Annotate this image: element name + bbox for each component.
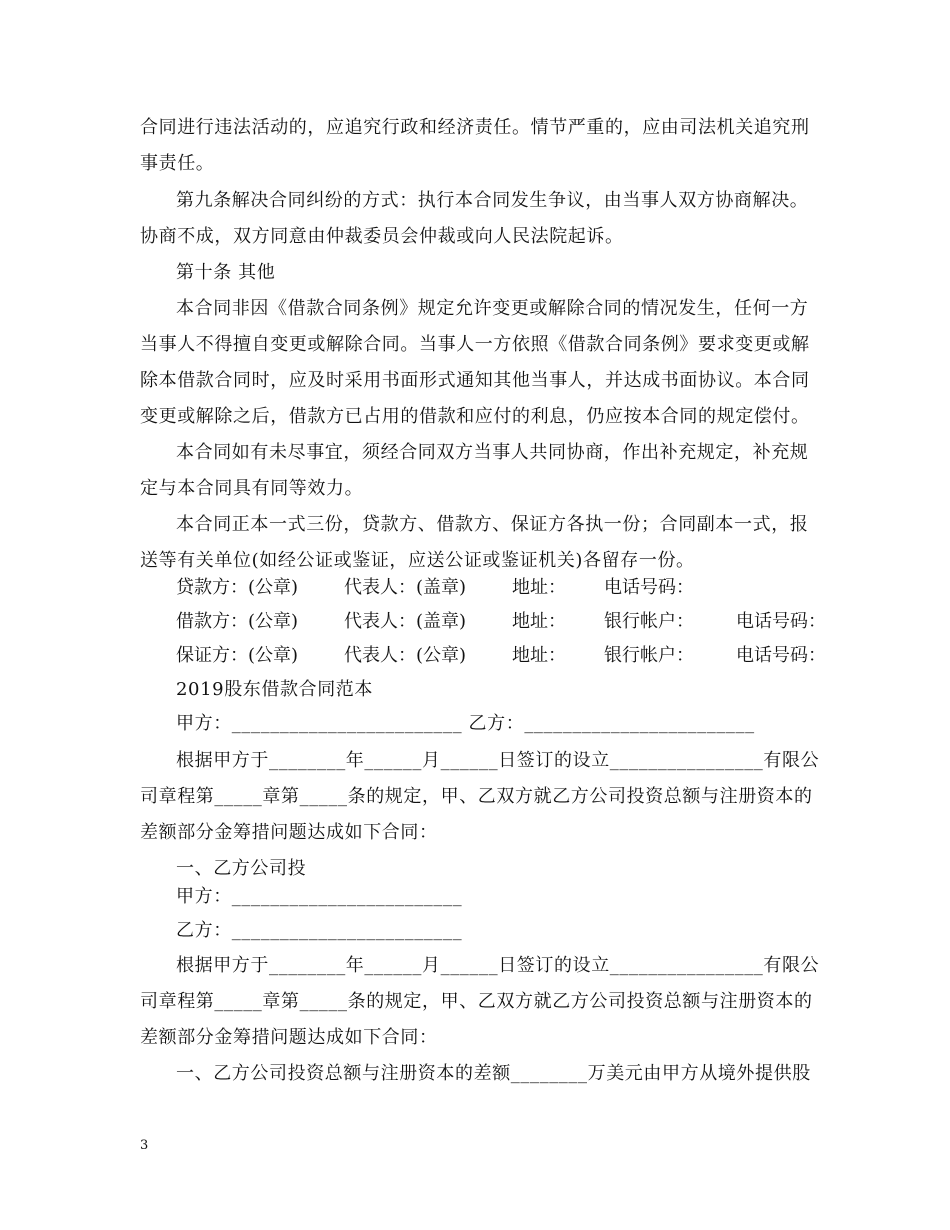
paragraph-line: 除本借款合同时，应及时采用书面形式通知其他当事人，并达成书面协议。本合同 (140, 370, 810, 391)
paragraph-line: 事责任。 (140, 153, 215, 174)
phone-label: 电话号码： (604, 577, 694, 598)
paragraph-line: 司章程第_____章第_____条的规定，甲、乙双方就乙方公司投资总额与注册资本的 (140, 991, 813, 1012)
representative-seal: 代表人：(盖章) (344, 611, 467, 632)
paragraph-line: 司章程第_____章第_____条的规定，甲、乙双方就乙方公司投资总额与注册资本的 (140, 786, 813, 807)
representative-seal: 代表人：(公章) (344, 645, 467, 666)
section-heading: 第十条 其他 (176, 262, 276, 283)
paragraph-line: 送等有关单位(如经公证或鉴证，应送公证或鉴证机关)各留存一份。 (140, 550, 695, 571)
paragraph-line: 根据甲方于________年______月______日签订的设立________________有限公 (176, 955, 820, 976)
page-number: 3 (140, 1138, 149, 1153)
paragraph-line: 差额部分金筹措问题达成如下合同： (140, 822, 438, 843)
paragraph-line: 根据甲方于________年______月______日签订的设立________________有限公 (176, 750, 820, 771)
party-a-line: 甲方：________________________ (176, 886, 463, 907)
paragraph-line: 定与本合同具有同等效力。 (140, 478, 364, 499)
parties-line: 甲方：________________________ 乙方：________________________ (176, 713, 755, 734)
party-seal: 保证方：(公章) (176, 645, 299, 666)
paragraph-line: 合同进行违法活动的，应追究行政和经济责任。情节严重的，应由司法机关追究刑 (140, 117, 810, 138)
paragraph-line: 当事人不得擅自变更或解除合同。当事人一方依照《借款合同条例》要求变更或解 (140, 334, 810, 355)
phone-label: 电话号码： (736, 645, 826, 666)
paragraph-line: 协商不成，双方同意由仲裁委员会仲裁或向人民法院起诉。 (140, 226, 624, 247)
paragraph-line: 差额部分金筹措问题达成如下合同： (140, 1027, 438, 1048)
paragraph-line: 本合同如有未尽事宜，须经合同双方当事人共同协商，作出补充规定，补充规 (176, 442, 809, 463)
bank-account-label: 银行帐户： (604, 645, 694, 666)
party-seal: 借款方：(公章) (176, 611, 299, 632)
party-b-line: 乙方：________________________ (176, 920, 463, 941)
section-heading: 一、乙方公司投 (176, 858, 307, 879)
phone-label: 电话号码： (736, 611, 826, 632)
document-title: 2019股东借款合同范本 (176, 679, 374, 700)
paragraph-line: 变更或解除之后，借款方已占用的借款和应付的利息，仍应按本合同的规定偿付。 (140, 406, 810, 427)
paragraph-line: 一、乙方公司投资总额与注册资本的差额________万美元由甲方从境外提供股 (176, 1063, 811, 1084)
paragraph-line: 本合同非因《借款合同条例》规定允许变更或解除合同的情况发生，任何一方 (176, 298, 809, 319)
representative-seal: 代表人：(盖章) (344, 577, 467, 598)
address-label: 地址： (512, 645, 566, 666)
paragraph-line: 第九条解决合同纠纷的方式：执行本合同发生争议，由当事人双方协商解决。 (176, 190, 809, 211)
bank-account-label: 银行帐户： (604, 611, 694, 632)
paragraph-line: 本合同正本一式三份，贷款方、借款方、保证方各执一份；合同副本一式，报 (176, 514, 809, 535)
party-seal: 贷款方：(公章) (176, 577, 299, 598)
address-label: 地址： (512, 611, 566, 632)
address-label: 地址： (512, 577, 566, 598)
